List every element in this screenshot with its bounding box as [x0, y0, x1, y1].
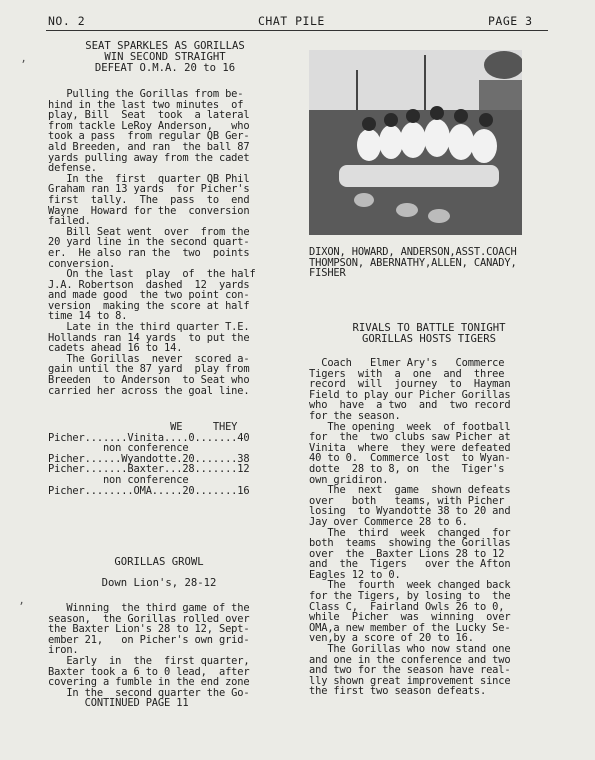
hole-punch-mark: ʼ [18, 600, 25, 613]
headline-line: RIVALS TO BATTLE TONIGHT [352, 322, 506, 334]
caption-line: DIXON, HOWARD, ANDERSON,ASST.COACH [309, 246, 517, 258]
text-line: Bill Seat went over from the [48, 225, 250, 238]
text-line: ven,by a score of 20 to 16. [309, 632, 474, 645]
text-line: play, Bill Seat took a lateral [48, 109, 250, 122]
text-line: hind in the last two minutes of [48, 98, 244, 111]
text-line: 20 yard line in the second quart- [48, 236, 250, 249]
text-line: Coach Elmer Ary's Commerce [309, 357, 505, 369]
issue-number: NO. 2 [48, 14, 86, 28]
text-line: and the Tigers over the Afton [309, 558, 511, 571]
text-line: defense. [48, 162, 97, 175]
text-line: The fourth week changed back [309, 579, 511, 592]
text-line: and one in the conference and two [309, 653, 511, 666]
text-line: The Gorillas who now stand one [309, 643, 511, 656]
text-line: season, the Gorillas rolled over [48, 612, 250, 625]
text-line: record will journey to Hayman [309, 378, 511, 391]
text-line: Jay over Commerce 28 to 6. [309, 515, 468, 528]
text-line: Graham ran 13 yards for Picher's [48, 183, 250, 196]
text-line: Field to play our Picher Gorillas [309, 388, 511, 401]
text-line: Vinita where they were defeated [309, 441, 511, 454]
page-number: PAGE 3 [488, 14, 533, 28]
text-line: dotte 28 to 8, on the Tiger's [309, 462, 505, 475]
text-line: iron. [48, 644, 79, 657]
text-line: Hollands ran 14 yards to put the [48, 331, 250, 344]
text-line: Eagles 12 to 0. [309, 568, 401, 581]
text-line: cadets ahead 16 to 14. [48, 342, 183, 355]
text-line: Breeden to Anderson to Seat who [48, 374, 250, 387]
text-line: ald Breeden, and ran the ball 87 [48, 140, 250, 153]
table-row: Picher......Wyandotte.20.......38 [48, 452, 250, 465]
table-row: non conference [48, 442, 189, 455]
text-line: Winning the third game of the [48, 602, 250, 614]
photo-caption [309, 247, 517, 279]
text-line: over both teams, with Picher [309, 494, 505, 507]
text-line: ember 21, on Picher's own grid- [48, 633, 250, 646]
headline-line: DEFEAT O.M.A. 20 to 16 [94, 62, 236, 75]
article-rivals-battle [309, 358, 511, 697]
text-line: the first two season defeats. [309, 685, 487, 698]
text-line: who have a two and two record [309, 399, 511, 412]
hole-punch-mark: ʼ [20, 58, 27, 71]
text-line: 40 to 0. Commerce lost to Wyan- [309, 452, 511, 465]
text-line: In the first quarter QB Phil [48, 172, 250, 185]
text-line: The opening week of football [309, 420, 511, 433]
text-line: version making the score at half [48, 299, 250, 312]
left-headline [60, 41, 270, 75]
table-row: Picher.......Baxter...28.......12 [48, 463, 250, 476]
table-row: Picher........OMA.....20.......16 [48, 484, 250, 497]
caption-line: THOMPSON, ABERNATHY,ALLEN, CANADY, [309, 256, 517, 269]
text-line: conversion. [48, 257, 116, 270]
text-line: for the Tigers, by losing to the [309, 590, 511, 603]
text-line: Tigers with a one and three [309, 367, 505, 380]
text-line: over the Baxter Lions 28 to 12 [309, 547, 505, 560]
article-seat-sparkles [48, 89, 256, 396]
text-line: gain until the 87 yard play from [48, 363, 250, 376]
text-line: The third week changed for [309, 526, 511, 539]
text-line: first tally. The pass to end [48, 193, 250, 206]
text-line: the Baxter Lion's 28 to 12, Sept- [48, 623, 250, 636]
text-line: CONTINUED PAGE 11 [48, 697, 189, 710]
text-line: OMA,a new member of the Lucky Se- [309, 621, 511, 634]
table-row: non conference [48, 473, 189, 486]
text-line: losing to Wyandotte 38 to 20 and [309, 505, 511, 518]
text-line: Pulling the Gorillas from be- [48, 88, 244, 100]
text-line: took a pass from regular QB Ger- [48, 130, 250, 143]
text-line: On the last play of the half [48, 268, 256, 281]
growl-headline: GORILLAS GROWL [114, 556, 204, 568]
text-line: The Gorillas never scored a- [48, 352, 250, 365]
text-line: while Picher was winning over [309, 611, 511, 624]
newsletter-title: CHAT PILE [258, 14, 325, 28]
headline-line: SEAT SPARKLES AS GORILLAS [85, 40, 245, 52]
text-line: for the season. [309, 409, 401, 422]
text-line: lly shown great improvement since [309, 674, 511, 687]
table-row: Picher.......Vinita....0.......40 [48, 431, 250, 444]
text-line: er. He also ran the two points [48, 246, 250, 259]
right-headline [309, 323, 549, 345]
text-line: Early in the first quarter, [48, 654, 250, 667]
text-line: own gridiron. [309, 473, 389, 486]
headline-line: GORILLAS HOSTS TIGERS [362, 333, 496, 346]
text-line: for the two clubs saw Picher at [309, 431, 511, 444]
header-rule [46, 30, 548, 31]
text-line: J.A. Robertson dashed 12 yards [48, 278, 250, 291]
text-line: failed. [48, 215, 91, 228]
text-line: and two for the season have real- [309, 664, 511, 677]
text-line: Baxter took a 6 to 0 lead, after [48, 665, 250, 678]
text-line: covering a fumble in the end zone [48, 676, 250, 689]
text-line: The next game shown defeats [309, 484, 511, 497]
text-line: carried her across the goal line. [48, 384, 250, 397]
growl-subhead: Down Lion's, 28-12 [101, 577, 217, 589]
team-photo-svg [309, 50, 522, 235]
text-line: yards pulling away from the cadet [48, 151, 250, 164]
text-line: Class C, Fairland Owls 26 to 0, [309, 600, 505, 613]
caption-line: FISHER [309, 267, 346, 280]
headline-line: WIN SECOND STRAIGHT [104, 51, 226, 64]
table-row: WE THEY [48, 421, 238, 433]
scores-table [48, 422, 250, 496]
text-line: from tackle LeRoy Anderson, who [48, 119, 250, 132]
text-line: Wayne Howard for the conversion [48, 204, 250, 217]
text-line: both teams showing the Gorillas [309, 537, 511, 550]
text-line: time 14 to 8. [48, 310, 128, 323]
text-line: and made good the two point con- [48, 289, 250, 302]
text-line: Late in the third quarter T.E. [48, 321, 250, 334]
team-photo [309, 50, 522, 235]
article-gorillas-growl [48, 603, 250, 709]
text-line: In the second quarter the Go- [48, 686, 250, 699]
